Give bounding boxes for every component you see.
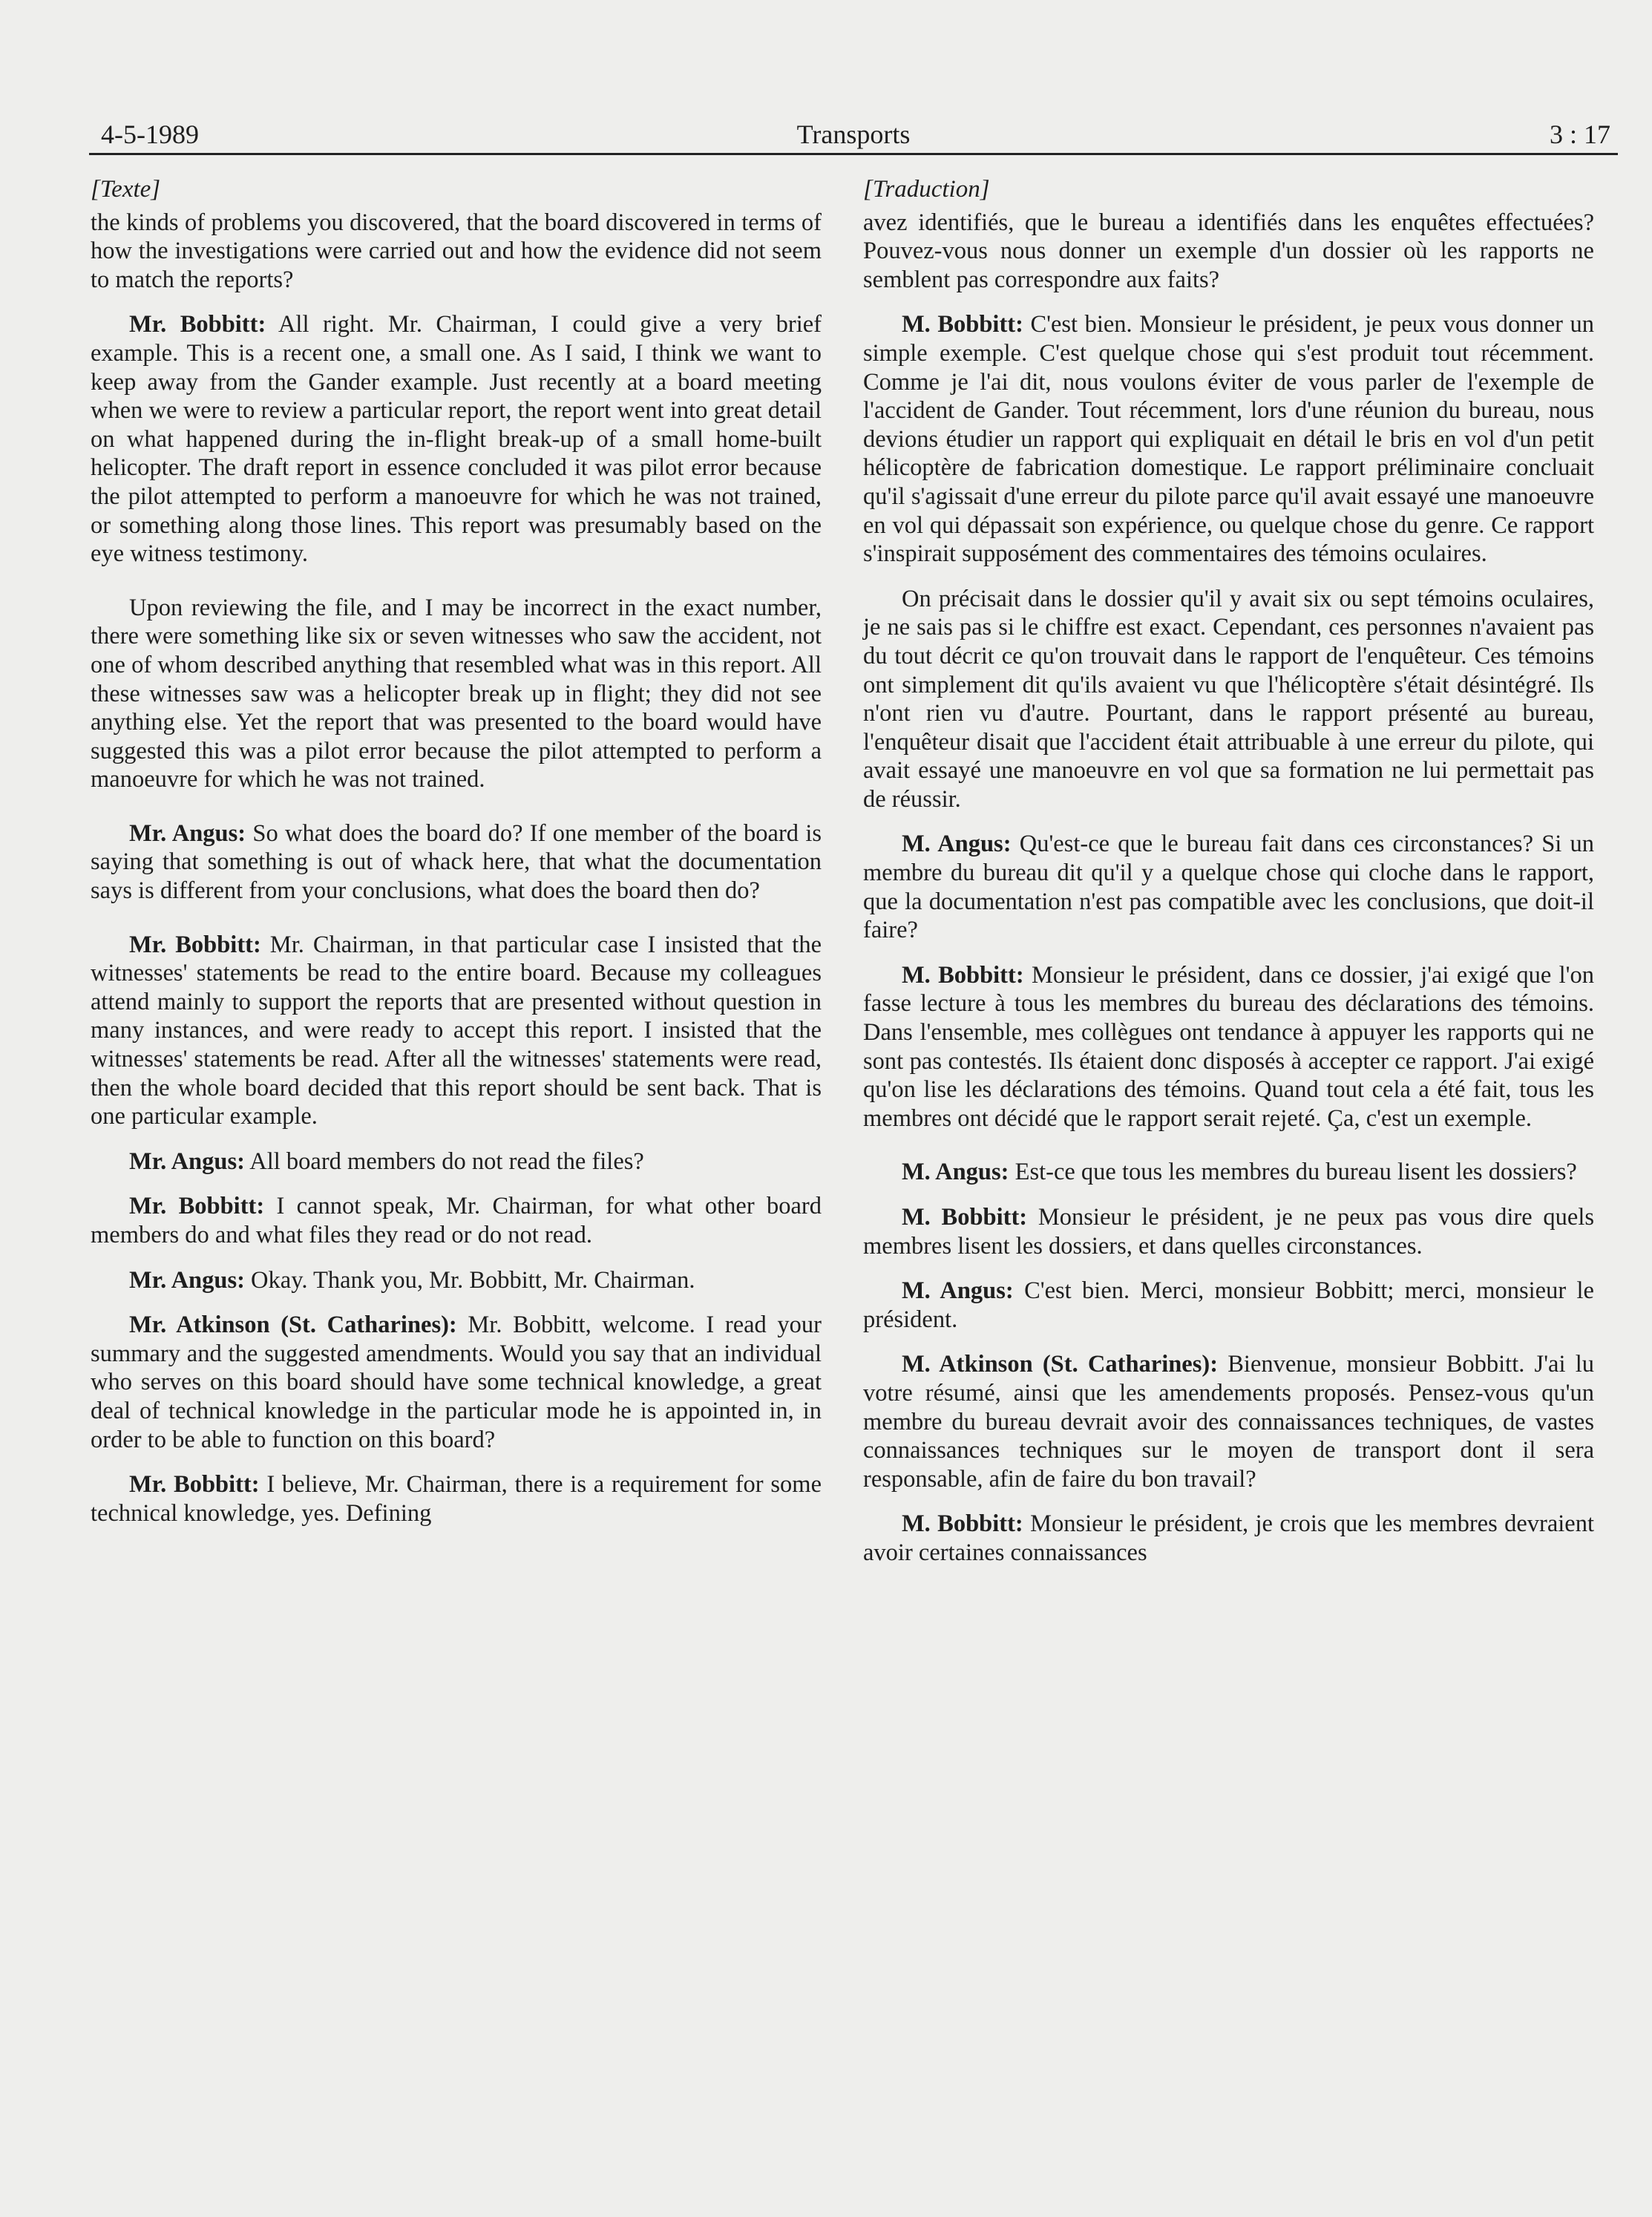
paragraph-text: I cannot speak, Mr. Chairman, for what other board members do and what files they read or do not read. [91, 1193, 822, 1248]
paragraph-text: Mr. Bobbitt, welcome. I read your summary and the suggested amendments. Would you say that an individual who serves on this board should have some technical knowledge, a great deal of technical knowledge in the particular mode he is appointed in, in order to be able to function on this board? [91, 1311, 822, 1453]
speaker-name: M. Angus: [902, 1159, 1009, 1186]
column-label: [Traduction] [863, 176, 990, 203]
paragraph-text: C'est bien. Merci, monsieur Bobbitt; merci, monsieur le président. [863, 1277, 1594, 1333]
paragraph-text: I believe, Mr. Chairman, there is a requirement for some technical knowledge, yes. Defining [91, 1471, 822, 1527]
paragraph-text: On précisait dans le dossier qu'il y avait six ou sept témoins oculaires, je ne sais pas si le chiffre est exact. Cependant, ces personnes n'avaient pas du tout décrit ce qu'on trouvait dans le rapport de l'enquêteur. Ces témoins ont simplement dit qu'ils avaient vu que l'hélicoptère s'était désintégré. Ils n'ont rien vu d'autre. Pourtant, dans le rapport présenté au bureau, l'enquêteur disait que l'accident était attribuable à une erreur du pilote, qui avait essayé une manoeuvre en vol que sa formation ne lui permettait pas de réussir. [863, 585, 1594, 813]
header-date: 4-5-1989 [101, 119, 199, 149]
paragraph [91, 310, 822, 568]
english-column [91, 175, 822, 1544]
speaker-name: M. Bobbitt: [902, 1204, 1028, 1231]
paragraph [863, 1277, 1594, 1334]
french-column [863, 175, 1594, 1584]
header-rule [89, 153, 1618, 155]
paragraph-text: Mr. Chairman, in that particular case I insisted that the witnesses' statements be read to the entire board. Because my colleagues attend mainly to support the reports that are presented without question in many instances, and were ready to accept this report. I insisted that the witnesses' statements be read. After all the witnesses' statements were read, then the whole board decided that this report should be sent back. That is one particular example. [91, 931, 822, 1130]
paragraph [863, 1350, 1594, 1493]
paragraph [863, 1510, 1594, 1567]
paragraph [91, 1470, 822, 1527]
paragraph [91, 1192, 822, 1249]
paragraph-text: Upon reviewing the file, and I may be incorrect in the exact number, there were something like six or seven witnesses who saw the accident, not one of whom described anything that resembled what was in this report. All these witnesses saw was a helicopter break up in flight; they did not see anything else. Yet the report that was presented to the board would have suggested this was a pilot error because the pilot attempted to perform a manoeuvre for which he was not trained. [91, 594, 822, 793]
speaker-name: Mr. Angus: [129, 1147, 245, 1175]
paragraph [91, 594, 822, 794]
paragraph-text: Monsieur le président, je crois que les membres devraient avoir certaines connaissances [863, 1510, 1595, 1566]
paragraph-text: avez identifiés, que le bureau a identifiés dans les enquêtes effectuées? Pouvez-vous nous donner un exemple d'un dossier où les rapports ne semblent pas correspondre aux faits? [863, 209, 1594, 293]
speaker-name: Mr. Bobbitt: [129, 1471, 260, 1499]
paragraph-text: Bienvenue, monsieur Bobbitt. J'ai lu votre résumé, ainsi que les amendements proposés. Pensez-vous qu'un membre du bureau devrait avoir des connaissances techniques, de vastes connaissances techniques sur le moyen de transport dont il sera responsable, afin de faire du bon travail? [863, 1351, 1594, 1493]
speaker-name: Mr. Bobbitt: [129, 311, 266, 338]
paragraph [863, 310, 1594, 568]
header-title: Transports [796, 119, 911, 149]
paragraph [91, 1311, 822, 1454]
paragraph [91, 819, 822, 906]
paragraph [863, 961, 1594, 1133]
speaker-name: M. Angus: [902, 1277, 1014, 1305]
speaker-name: M. Bobbitt: [902, 961, 1024, 989]
paragraph-text: Okay. Thank you, Mr. Bobbitt, Mr. Chairman. [251, 1266, 695, 1294]
speaker-name: M. Bobbitt: [902, 311, 1023, 338]
paragraph-text: So what does the board do? If one member of the board is saying that something is out of whack here, that what the documentation says is different from your conclusions, what does the board then do? [91, 819, 822, 905]
paragraph [863, 1203, 1594, 1260]
speaker-name: Mr. Bobbitt: [129, 1193, 265, 1220]
speaker-name: M. Angus: [902, 831, 1012, 858]
paragraph-text: Est-ce que tous les membres du bureau lisent les dossiers? [1015, 1159, 1577, 1186]
paragraph [91, 1266, 822, 1295]
paragraph [91, 209, 822, 295]
speaker-name: Mr. Angus: [129, 1266, 245, 1294]
speaker-name: Mr. Bobbitt: [129, 931, 261, 958]
paragraph-text: All board members do not read the files? [249, 1147, 644, 1175]
paragraph-text: All right. Mr. Chairman, I could give a very brief example. This is a recent one, a small one. As I said, I think we want to keep away from the Gander example. Just recently at a board meeting when we were to review a particular report, the report went into great detail on what happened during the in-flight break-up of a small home-built helicopter. The draft report in essence concluded it was pilot error because the pilot attempted to perform a manoeuvre for which he was not trained, or something along those lines. This report was presumably based on the eye witness testimony. [91, 311, 822, 568]
paragraph-text: C'est bien. Monsieur le président, je peux vous donner un simple exemple. C'est quelque chose qui s'est produit tout récemment. Comme je l'ai dit, nous voulons éviter de vous parler de l'exemple de l'accident de Gander. Tout récemment, lors d'une réunion du bureau, nous devions étudier un rapport qui expliquait en détail le bris en vol d'un petit hélicoptère de fabrication domestique. Le rapport préliminaire concluait qu'il s'agissait d'une erreur du pilote parce qu'il avait essayé une manoeuvre en vol qui dépassait son expérience, ou quelque chose du genre. Ce rapport s'inspirait supposément des commentaires des témoins oculaires. [863, 311, 1594, 568]
paragraph [863, 209, 1594, 295]
paragraph-text: Monsieur le président, dans ce dossier, j'ai exigé que l'on fasse lecture à tous les membres du bureau des déclarations des témoins. Dans l'ensemble, mes collègues ont tendance à appuyer les rapports qui ne sont pas contestés. Ils étaient donc disposés à accepter ce rapport. J'ai exigé qu'on lise les déclarations des témoins. Quand tout cela a été fait, tous les membres ont décidé que le rapport serait rejeté. Ça, c'est un exemple. [863, 961, 1595, 1132]
paragraph [863, 1158, 1594, 1187]
speaker-name: Mr. Atkinson (St. Catharines): [129, 1311, 457, 1339]
column-label: [Texte] [91, 176, 161, 203]
page-header [89, 111, 1618, 156]
speaker-name: Mr. Angus: [129, 819, 246, 847]
paragraph [91, 931, 822, 1131]
paragraph-text: the kinds of problems you discovered, that the board discovered in terms of how the investigations were carried out and how the evidence did not seem to match the reports? [91, 209, 822, 293]
paragraph-text: Qu'est-ce que le bureau fait dans ces circonstances? Si un membre du bureau dit qu'il y a quelque chose qui cloche dans le rapport, que la documentation n'est pas compatible avec les conclusions, que doit-il faire? [863, 831, 1594, 944]
speaker-name: M. Bobbitt: [902, 1510, 1023, 1538]
paragraph-text: Monsieur le président, je ne peux pas vous dire quels membres lisent les dossiers, et dans quelles circonstances. [863, 1204, 1595, 1260]
header-page-number: 3 : 17 [1549, 119, 1610, 149]
paragraph [863, 830, 1594, 944]
speaker-name: M. Atkinson (St. Catharines): [902, 1351, 1219, 1378]
paragraph [863, 585, 1594, 814]
paragraph [91, 1147, 822, 1176]
